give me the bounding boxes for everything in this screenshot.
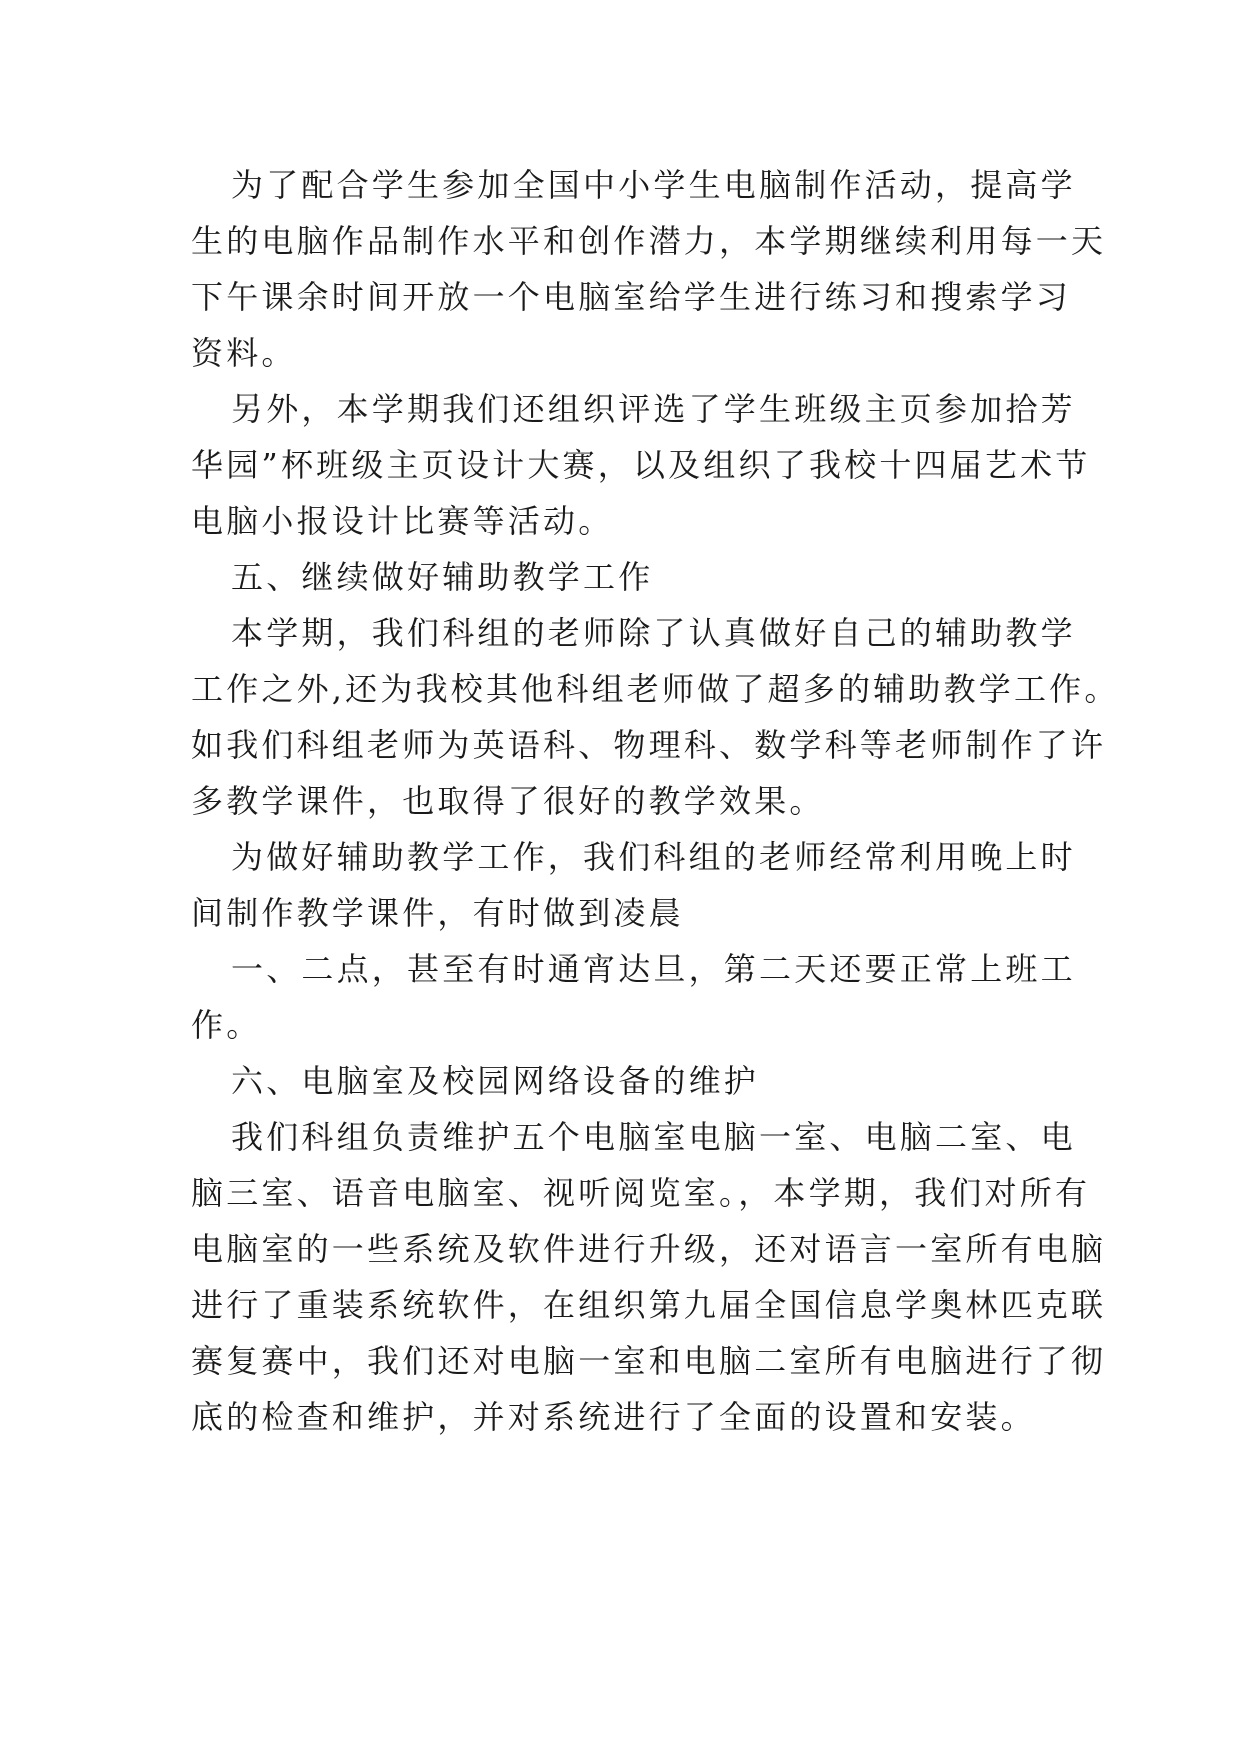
text-line: 电脑小报设计比赛等活动。 [191,502,614,540]
text-line: 华园”杯班级主页设计大赛，以及组织了我校十四届艺术节 [191,446,1091,484]
section-heading: 六、电脑室及校园网络设备的维护 [231,1062,760,1100]
text-line: 生的电脑作品制作水平和创作潜力，本学期继续利用每一天 [191,222,1107,260]
text-line: 作。 [191,1006,262,1044]
text-line: 脑三室、语音电脑室、视听阅览室。，本学期，我们对所有 [191,1174,1091,1212]
text-line: 底的检查和维护，并对系统进行了全面的设置和安装。 [191,1398,1036,1436]
text-line: 电脑室的一些系统及软件进行升级，还对语言一室所有电脑 [191,1230,1107,1268]
text-line: 本学期，我们科组的老师除了认真做好自己的辅助教学 [231,614,1076,652]
text-line: 一、二点，甚至有时通宵达旦，第二天还要正常上班工 [231,950,1076,988]
text-line: 我们科组负责维护五个电脑室电脑一室、电脑二室、电 [231,1118,1076,1156]
text-line: 工作之外,还为我校其他科组老师做了超多的辅助教学工作。 [191,670,1120,708]
text-line: 资料。 [191,334,297,372]
text-line: 如我们科组老师为英语科、物理科、数学科等老师制作了许 [191,726,1107,764]
text-line: 进行了重装系统软件，在组织第九届全国信息学奥林匹克联 [191,1286,1107,1324]
text-line: 下午课余时间开放一个电脑室给学生进行练习和搜索学习 [191,278,1072,316]
section-heading: 五、继续做好辅助教学工作 [231,558,654,596]
text-line: 为了配合学生参加全国中小学生电脑制作活动，提高学 [231,166,1076,204]
text-line: 为做好辅助教学工作，我们科组的老师经常利用晚上时 [231,838,1076,876]
text-line: 赛复赛中，我们还对电脑一室和电脑二室所有电脑进行了彻 [191,1342,1107,1380]
text-line: 另外，本学期我们还组织评选了学生班级主页参加拾芳 [231,390,1076,428]
text-line: 间制作教学课件，有时做到凌晨 [191,894,684,932]
text-line: 多教学课件，也取得了很好的教学效果。 [191,782,825,820]
